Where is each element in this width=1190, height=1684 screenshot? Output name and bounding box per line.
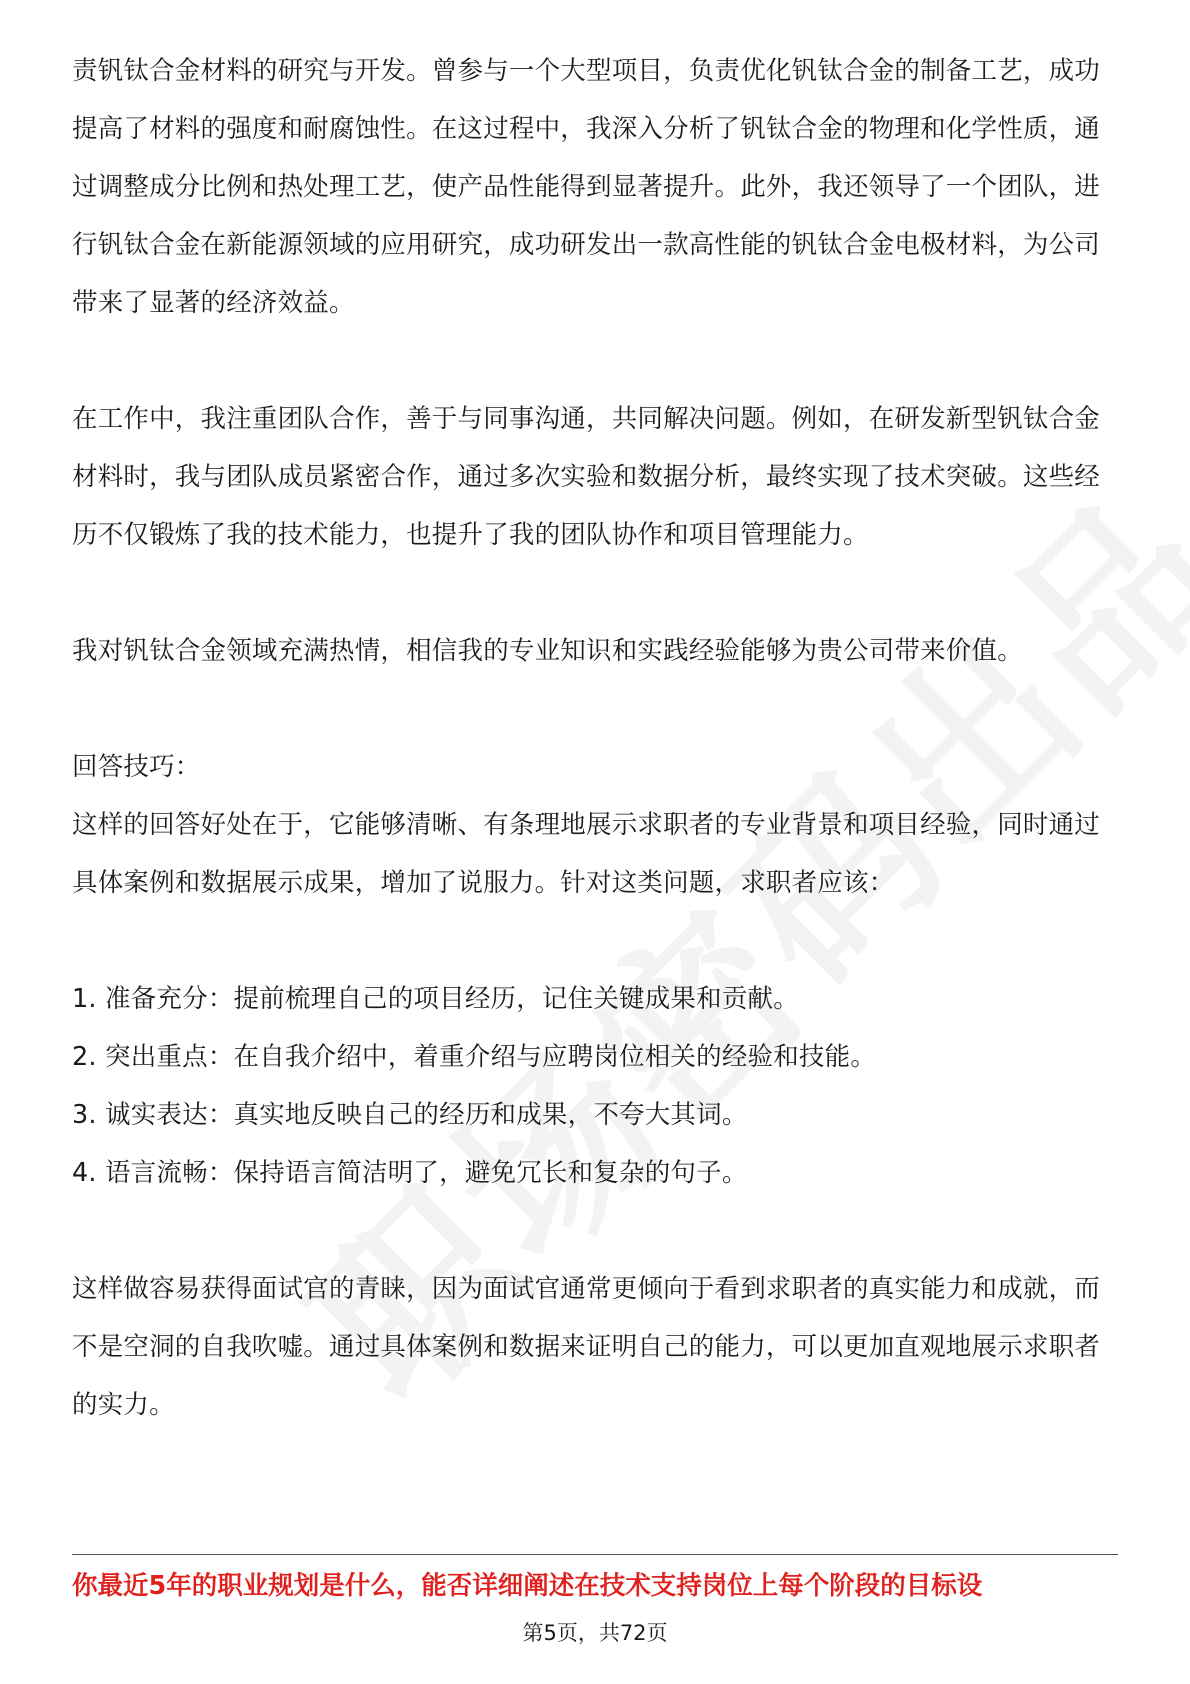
tips-heading: 回答技巧： (72, 752, 201, 782)
next-question-title: 你最近5年的职业规划是什么，能否详细阐述在技术支持岗位上每个阶段的目标设 (72, 1571, 983, 1601)
tips-list-item: 3. 诚实表达：真实地反映自己的经历和成果，不夸大其词。 (72, 1100, 748, 1130)
paragraph-spacer (72, 332, 1118, 390)
tips-intro-paragraph: 这样的回答好处在于，它能够清晰、有条理地展示求职者的专业背景和项目经验，同时通过具体案例和数据展示成果，增加了说服力。针对这类问题，求职者应该： (72, 810, 1101, 898)
tips-list (72, 970, 1118, 1202)
tips-list-item: 1. 准备充分：提前梳理自己的项目经历，记住关键成果和贡献。 (72, 984, 799, 1014)
page-number: 第5页，共72页 (522, 1621, 668, 1645)
tips-list-item: 2. 突出重点：在自我介绍中，着重介绍与应聘岗位相关的经验和技能。 (72, 1042, 877, 1072)
footer-divider (72, 1554, 1118, 1555)
paragraph-spacer (72, 912, 1118, 970)
answer-paragraph-3: 我对钒钛合金领域充满热情，相信我的专业知识和实践经验能够为贵公司带来价值。 (72, 636, 1023, 666)
paragraph-spacer (72, 564, 1118, 622)
paragraph-spacer (72, 1202, 1118, 1260)
answer-paragraph-1: 责钒钛合金材料的研究与开发。曾参与一个大型项目，负责优化钒钛合金的制备工艺，成功提高了材料的强度和耐腐蚀性。在这过程中，我深入分析了钒钛合金的物理和化学性质，通过调整成分比例和热处理工艺，使产品性能得到显著提升。此外，我还领导了一个团队，进行钒钛合金在新能源领域的应用研究，成功研发出一款高性能的钒钛合金电极材料，为公司带来了显著的经济效益。 (72, 56, 1101, 318)
paragraph-spacer (72, 680, 1118, 738)
conclusion-paragraph: 这样做容易获得面试官的青睐，因为面试官通常更倾向于看到求职者的真实能力和成就，而不是空洞的自我吹嘘。通过具体案例和数据来证明自己的能力，可以更加直观地展示求职者的实力。 (72, 1274, 1101, 1420)
document-body (72, 42, 1118, 1434)
answer-paragraph-2: 在工作中，我注重团队合作，善于与同事沟通，共同解决问题。例如，在研发新型钒钛合金材料时，我与团队成员紧密合作，通过多次实验和数据分析，最终实现了技术突破。这些经历不仅锻炼了我的技术能力，也提升了我的团队协作和项目管理能力。 (72, 404, 1101, 550)
tips-list-item: 4. 语言流畅：保持语言简洁明了，避免冗长和复杂的句子。 (72, 1158, 748, 1188)
